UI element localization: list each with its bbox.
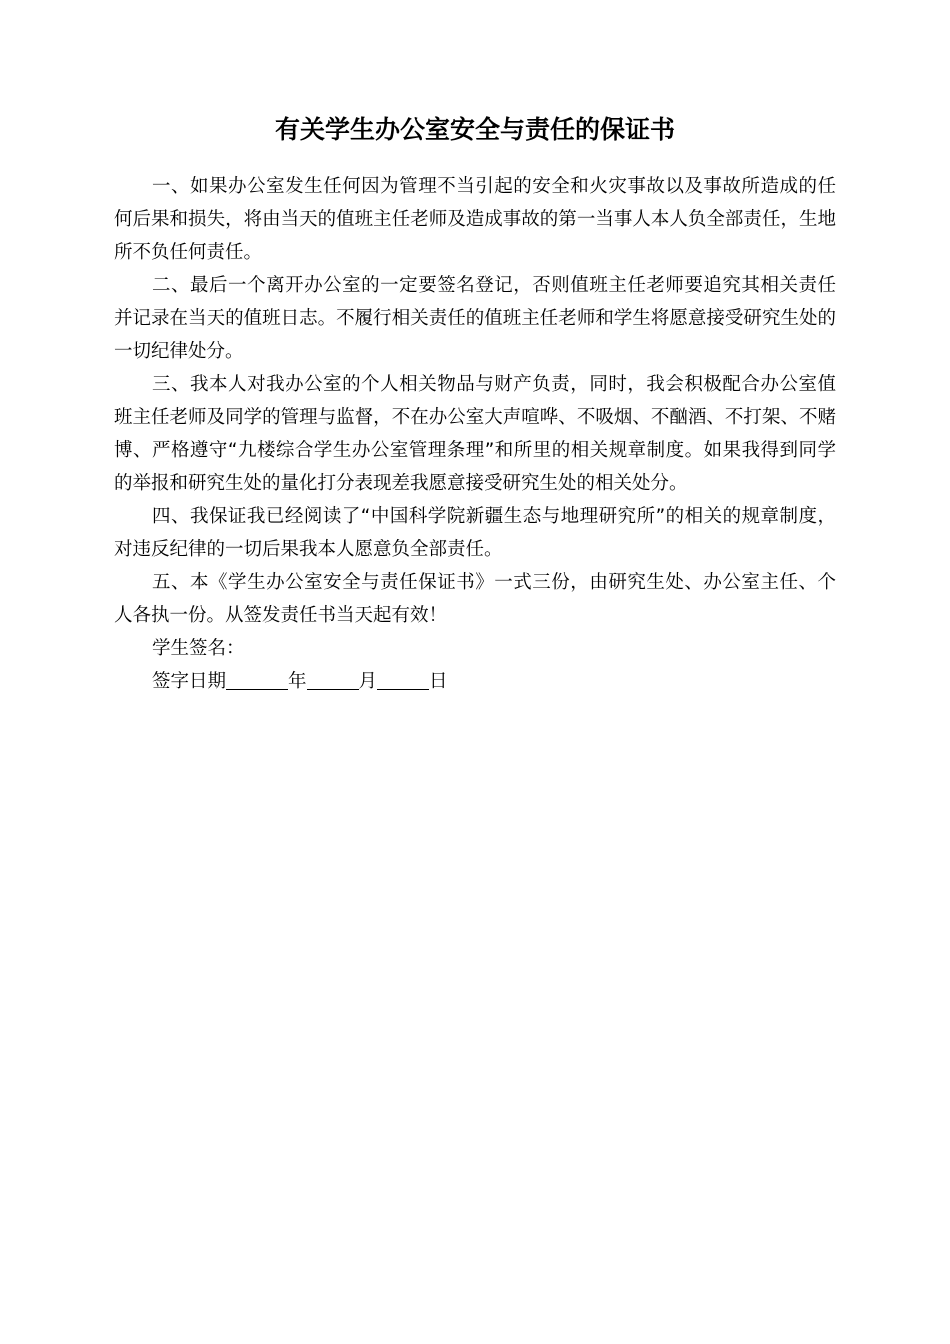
clause-5: 五、本《学生办公室安全与责任保证书》一式三份，由研究生处、办公室主任、个人各执一份。从签发责任书当天起有效！ [114, 572, 836, 626]
date-label: 签字日期 [152, 671, 227, 692]
clause-1: 一、如果办公室发生任何因为管理不当引起的安全和火灾事故以及事故所造成的任何后果和损失，将由当天的值班主任老师及造成事故的第一当事人本人负全部责任，生地所不负任何责任。 [114, 176, 836, 263]
day-blank [377, 669, 429, 690]
document-title: 有关学生办公室安全与责任的保证书 [274, 115, 675, 144]
signature-line [114, 632, 836, 665]
date-line [114, 665, 836, 698]
clause-4: 四、我保证我已经阅读了“中国科学院新疆生态与地理研究所”的相关的规章制度，对违反纪律的一切后果我本人愿意负全部责任。 [114, 506, 836, 560]
document-body [114, 170, 836, 698]
year-label: 年 [288, 671, 307, 692]
month-blank [307, 669, 359, 690]
month-label: 月 [358, 671, 378, 692]
clause-2: 二、最后一个离开办公室的一定要签名登记，否则值班主任老师要追究其相关责任并记录在当天的值班日志。不履行相关责任的值班主任老师和学生将愿意接受研究生处的一切纪律处分。 [114, 275, 836, 362]
signature-label: 学生签名： [152, 638, 245, 659]
clause-3: 三、我本人对我办公室的个人相关物品与财产负责，同时，我会积极配合办公室值班主任老师及同学的管理与监督，不在办公室大声喧哗、不吸烟、不酗酒、不打架、不赌博、严格遵守“九楼综合学生办公室管理条理”和所里的相关规章制度。如果我得到同学的举报和研究生处的量化打分表现差我愿意接受研究生处的相关处分。 [114, 374, 836, 494]
year-blank [226, 669, 288, 690]
day-label: 日 [429, 671, 448, 692]
